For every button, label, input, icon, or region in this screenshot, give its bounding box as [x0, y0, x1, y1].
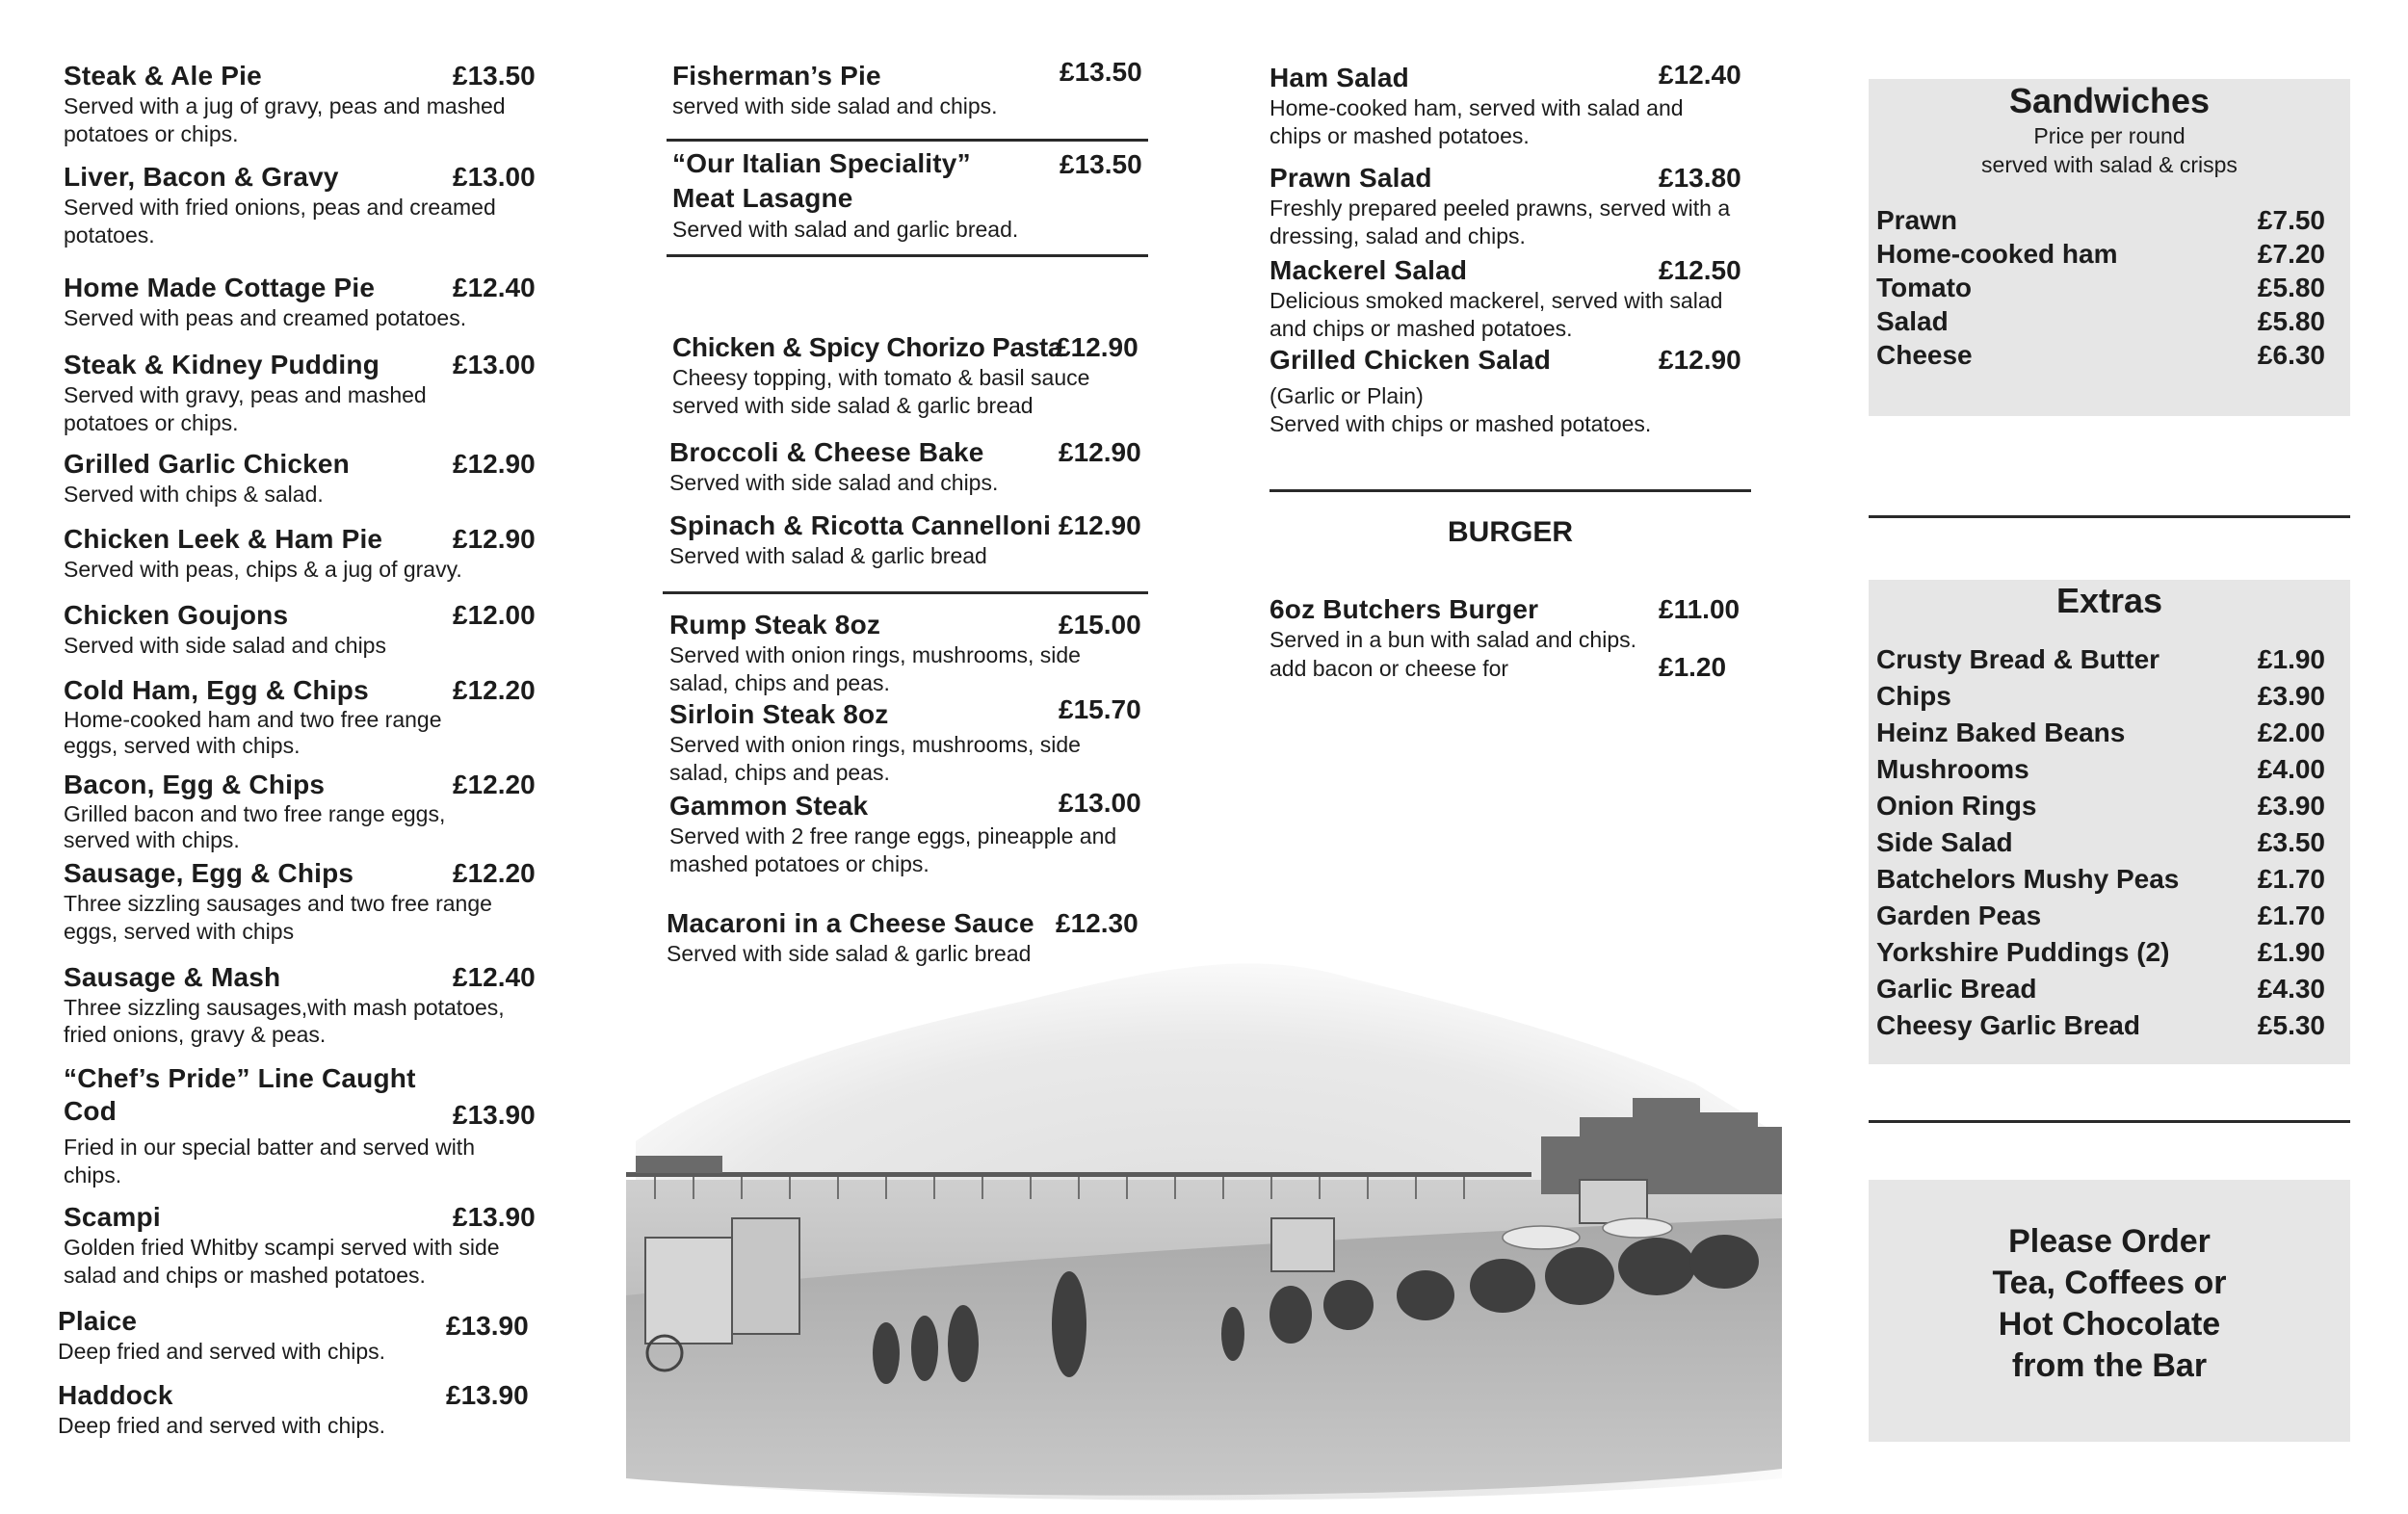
extra-name: Batchelors Mushy Peas: [1876, 864, 2180, 894]
item-name: Mackerel Salad: [1269, 255, 1468, 285]
sandwich-price: £6.30: [2257, 340, 2325, 370]
item-name: Broccoli & Cheese Bake: [669, 437, 984, 467]
notice-line: Hot Chocolate: [1998, 1306, 2221, 1343]
item-name: Prawn Salad: [1269, 163, 1432, 193]
item-price: £13.00: [453, 350, 536, 379]
section-divider: [1269, 489, 1751, 492]
extra-name: Onion Rings: [1876, 791, 2037, 821]
menu-item: [1269, 344, 1751, 438]
item-price: £13.50: [453, 61, 536, 91]
menu-item: [64, 961, 545, 1048]
menu-item: [1269, 162, 1751, 250]
item-name: Bacon, Egg & Chips: [64, 770, 326, 799]
item-price: £12.00: [453, 600, 536, 630]
extra-price: £1.70: [2257, 864, 2325, 894]
menu-item: [669, 436, 1151, 497]
item-name: Home Made Cottage Pie: [64, 273, 376, 302]
item-desc: (Garlic or Plain) Served with chips or mashed potatoes.: [1269, 383, 1652, 436]
sandwiches-panel: [1869, 79, 2350, 416]
vintage-beach-photo: [616, 929, 1801, 1507]
extra-name: Mushrooms: [1876, 754, 2029, 784]
menu-item: [64, 1201, 545, 1290]
menu-item: [672, 146, 1154, 244]
item-desc: served with side salad and chips.: [672, 93, 998, 118]
bathing-machine: [1580, 1180, 1647, 1223]
menu-item: [64, 769, 545, 853]
menu-item: [669, 509, 1151, 570]
extra-row: [1876, 899, 2339, 933]
item-name: Scampi: [64, 1202, 161, 1232]
item-desc: Freshly prepared peeled prawns, served with a dressing, salad and chips.: [1269, 196, 1731, 248]
extra-price: £3.50: [2257, 827, 2325, 857]
item-name: Cold Ham, Egg & Chips: [64, 675, 369, 705]
item-desc: Served with side salad and chips.: [669, 470, 999, 495]
item-price: £12.90: [453, 449, 536, 479]
sandwich-row: [1876, 338, 2339, 373]
item-name: Grilled Garlic Chicken: [64, 449, 350, 479]
extra-price: £1.90: [2257, 937, 2325, 967]
item-price: £12.90: [1059, 437, 1141, 467]
extra-price: £2.00: [2257, 718, 2325, 747]
extra-name: Side Salad: [1876, 827, 2013, 857]
item-desc: Served with fried onions, peas and creamed potatoes.: [64, 195, 496, 248]
sandwich-price: £7.50: [2257, 205, 2325, 235]
item-desc: Served in a bun with salad and chips.: [1269, 627, 1637, 652]
item-price: £12.30: [1056, 908, 1139, 938]
menu-item: [669, 694, 1151, 787]
extra-name: Cheesy Garlic Bread: [1876, 1010, 2140, 1040]
item-price: £1.20: [1659, 652, 1727, 682]
menu-item: [672, 57, 1154, 120]
bathing-machine: [645, 1238, 732, 1344]
item-price: £12.20: [453, 858, 536, 888]
sandwich-row: [1876, 271, 2339, 305]
item-price: £15.70: [1059, 694, 1141, 724]
item-desc: Served with peas, chips & a jug of gravy.: [64, 557, 462, 582]
section-divider: [667, 254, 1148, 257]
item-price: £13.50: [1060, 149, 1142, 179]
extra-price: £4.00: [2257, 754, 2325, 784]
extra-price: £3.90: [2257, 791, 2325, 821]
extra-price: £1.90: [2257, 644, 2325, 674]
section-divider: [1869, 1120, 2350, 1123]
extra-price: £1.70: [2257, 901, 2325, 930]
item-price: £13.00: [1059, 788, 1141, 818]
sandwich-price: £5.80: [2257, 273, 2325, 302]
sandwich-name: Tomato: [1876, 273, 1973, 302]
item-name: Sausage, Egg & Chips: [64, 858, 354, 888]
item-price: £12.20: [453, 675, 536, 705]
menu-item: [1269, 254, 1751, 343]
menu-item: [64, 349, 545, 437]
burger-extra: [1269, 652, 1751, 683]
menu-item: [64, 857, 545, 946]
item-price: £13.00: [453, 162, 536, 192]
item-price: £12.20: [453, 770, 536, 799]
item-price: £13.50: [1060, 57, 1142, 87]
item-price: £15.00: [1059, 610, 1141, 640]
notice-line: Tea, Coffees or: [1992, 1265, 2227, 1301]
extra-price: £3.90: [2257, 681, 2325, 711]
item-price: £12.40: [1659, 60, 1741, 90]
menu-item: [64, 1062, 545, 1189]
extra-name: Crusty Bread & Butter: [1876, 644, 2160, 674]
section-divider: [667, 139, 1148, 142]
item-desc: Grilled bacon and two free range eggs, served with chips.: [64, 801, 446, 852]
extra-name: Chips: [1876, 681, 1951, 711]
item-price: £12.40: [453, 962, 536, 992]
item-name: Liver, Bacon & Gravy: [64, 162, 339, 192]
section-divider: [663, 591, 1148, 594]
item-desc: Served with gravy, peas and mashed potatoes or chips.: [64, 382, 427, 435]
order-drinks-notice: [1869, 1180, 2350, 1442]
item-name: Spinach & Ricotta Cannelloni: [669, 510, 1052, 540]
item-desc: Served with side salad & garlic bread: [667, 941, 1032, 966]
item-desc: Served with onion rings, mushrooms, side salad, chips and peas.: [669, 732, 1081, 785]
item-price: £13.90: [446, 1311, 529, 1341]
item-desc: Golden fried Whitby scampi served with side salad and chips or mashed potatoes.: [64, 1235, 500, 1288]
sandwich-name: Salad: [1876, 306, 1949, 336]
sandwiches-subtitle: served with salad & crisps: [1981, 152, 2238, 177]
item-desc: Delicious smoked mackerel, served with salad and chips or mashed potatoes.: [1269, 288, 1723, 341]
item-desc: Home-cooked ham, served with salad and chips or mashed potatoes.: [1269, 95, 1684, 148]
item-name: Chicken & Spicy Chorizo Pasta: [672, 332, 1063, 362]
item-desc: Served with chips & salad.: [64, 482, 324, 507]
item-name: Steak & Ale Pie: [64, 61, 262, 91]
item-price: £12.90: [1659, 345, 1741, 375]
sandwich-row: [1876, 304, 2339, 339]
item-desc: Served with a jug of gravy, peas and mashed potatoes or chips.: [64, 93, 506, 146]
item-name: Chicken Leek & Ham Pie: [64, 524, 383, 554]
extra-row: [1876, 716, 2339, 750]
item-price: £12.50: [1659, 255, 1741, 285]
item-price: £12.40: [453, 273, 536, 302]
item-name: Sausage & Mash: [64, 962, 281, 992]
extra-row: [1876, 862, 2339, 897]
sandwich-name: Prawn: [1876, 205, 1958, 235]
item-desc: Three sizzling sausages,with mash potatoes, fried onions, gravy & peas.: [64, 995, 505, 1047]
menu-item: [64, 448, 545, 509]
extra-name: Yorkshire Puddings (2): [1876, 937, 2170, 967]
burger-heading: BURGER: [1447, 516, 1573, 548]
menu-item: [64, 161, 545, 249]
menu-item: [669, 790, 1151, 878]
menu-item: [669, 609, 1151, 697]
item-name: “Our Italian Speciality” Meat Lasagne: [672, 148, 971, 213]
item-price: £13.80: [1659, 163, 1741, 193]
menu-item: [64, 60, 545, 148]
extra-row: [1876, 752, 2339, 787]
item-name: “Chef’s Pride” Line Caught Cod: [64, 1063, 416, 1126]
menu-item: [64, 674, 545, 759]
item-price: £13.90: [453, 1100, 536, 1130]
extras-panel: [1869, 580, 2350, 1064]
notice-text: [1869, 1221, 2350, 1387]
menu-item: [64, 272, 545, 332]
bathing-machine: [732, 1218, 799, 1334]
sandwich-name: Home-cooked ham: [1876, 239, 2118, 269]
extra-price: £5.30: [2257, 1010, 2325, 1040]
extra-row: [1876, 935, 2339, 970]
item-name: Sirloin Steak 8oz: [669, 699, 889, 729]
item-price: £11.00: [1659, 594, 1741, 624]
item-name: Rump Steak 8oz: [669, 610, 881, 640]
pier-deck: [626, 1172, 1531, 1177]
menu-item: [58, 1379, 539, 1440]
item-price: £13.90: [446, 1380, 529, 1410]
sandwiches-subtitle: Price per round: [2033, 123, 2186, 148]
bathing-machine: [1271, 1218, 1334, 1271]
item-name: Plaice: [58, 1306, 138, 1336]
pier-pavilion: [636, 1156, 722, 1173]
item-desc: Served with 2 free range eggs, pineapple and mashed potatoes or chips.: [669, 823, 1117, 876]
sandwich-row: [1876, 203, 2339, 238]
item-desc: add bacon or cheese for: [1269, 656, 1509, 681]
item-desc: Served with salad & garlic bread: [669, 543, 987, 568]
item-desc: Home-cooked ham and two free range eggs, served with chips.: [64, 707, 442, 758]
menu-item: [672, 331, 1154, 420]
extra-name: Garden Peas: [1876, 901, 2042, 930]
menu-item: [1269, 593, 1751, 654]
sandwich-price: £7.20: [2257, 239, 2325, 269]
menu-item: [1269, 62, 1751, 150]
item-desc: Served with side salad and chips: [64, 633, 386, 658]
item-name: Gammon Steak: [669, 791, 869, 821]
item-price: £12.90: [1059, 510, 1141, 540]
item-desc: Fried in our special batter and served with chips.: [64, 1135, 475, 1188]
item-name: Ham Salad: [1269, 63, 1409, 92]
item-name: Grilled Chicken Salad: [1269, 345, 1552, 375]
extra-row: [1876, 679, 2339, 714]
item-name: Steak & Kidney Pudding: [64, 350, 380, 379]
item-desc: Served with onion rings, mushrooms, side salad, chips and peas.: [669, 642, 1081, 695]
item-desc: Three sizzling sausages and two free range eggs, served with chips: [64, 891, 492, 944]
item-name: Fisherman’s Pie: [672, 61, 881, 91]
extra-name: Heinz Baked Beans: [1876, 718, 2126, 747]
notice-line: from the Bar: [2011, 1347, 2208, 1384]
item-desc: Cheesy topping, with tomato & basil sauce served with side salad & garlic bread: [672, 365, 1090, 418]
extra-name: Garlic Bread: [1876, 974, 2037, 1004]
sandwiches-title: Sandwiches: [2008, 81, 2211, 120]
extras-title: Extras: [2055, 581, 2163, 620]
sandwich-price: £5.80: [2257, 306, 2325, 336]
item-price: £12.90: [1056, 332, 1139, 362]
extra-row: [1876, 825, 2339, 860]
item-name: Macaroni in a Cheese Sauce: [667, 908, 1034, 938]
item-price: £13.90: [453, 1202, 536, 1232]
item-name: Haddock: [58, 1380, 173, 1410]
notice-line: Please Order: [2008, 1223, 2211, 1260]
sandwich-row: [1876, 237, 2339, 272]
section-divider: [1869, 515, 2350, 518]
item-desc: Deep fried and served with chips.: [58, 1339, 386, 1364]
menu-item: [64, 599, 545, 660]
extra-row: [1876, 972, 2339, 1006]
item-name: Chicken Goujons: [64, 600, 289, 630]
item-desc: Served with salad and garlic bread.: [672, 217, 1019, 242]
item-name: 6oz Butchers Burger: [1269, 594, 1539, 624]
menu-item: [64, 523, 545, 584]
item-price: £12.90: [453, 524, 536, 554]
item-desc: Deep fried and served with chips.: [58, 1413, 386, 1438]
menu-item: [58, 1305, 539, 1366]
extra-row: [1876, 642, 2339, 677]
extra-row: [1876, 1008, 2339, 1043]
extra-price: £4.30: [2257, 974, 2325, 1004]
sandwich-name: Cheese: [1876, 340, 1973, 370]
item-desc: Served with peas and creamed potatoes.: [64, 305, 467, 330]
extra-row: [1876, 789, 2339, 823]
